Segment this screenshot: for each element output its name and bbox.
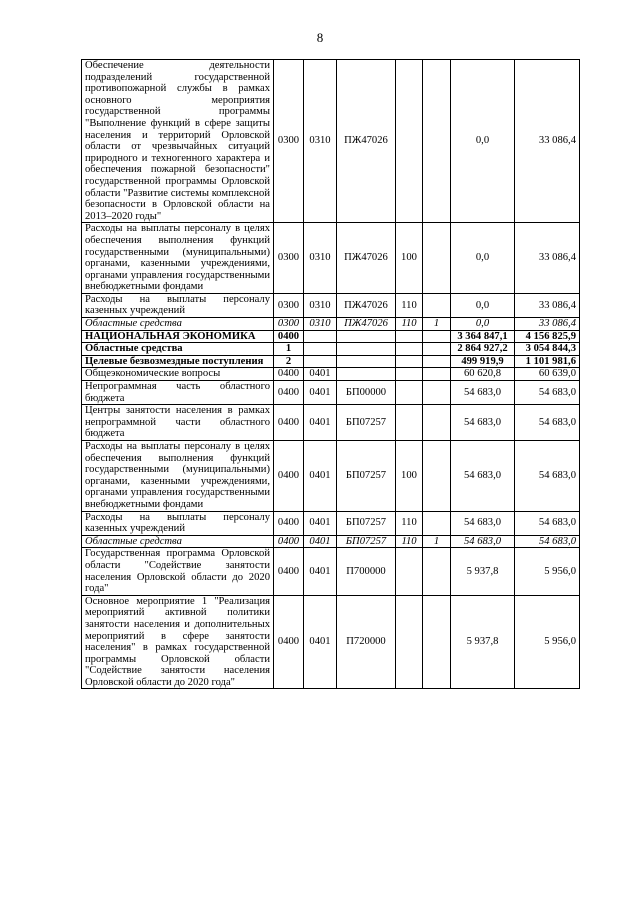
row-target-code: ПЖ47026 <box>337 223 396 294</box>
row-source-code: 1 <box>423 318 451 331</box>
row-section-code: 0400 <box>274 595 304 689</box>
row-expense-code: 100 <box>396 441 423 512</box>
row-value-year2: 4 156 825,9 <box>515 330 580 343</box>
row-name: Обеспечение деятельности подразделений государственной противопожарной службы в рамках основного мероприятия государственной программы "Выполнение функций в сфере защиты населения и территорий Орловской области от чрезвычайных ситуаций природного и техногенного характера и обеспечения пожарной безопасности" государственной программы Орловской области "Развитие системы комплексной безопасности в Орловской области на 2013–2020 годы" <box>82 60 274 223</box>
row-subsection-code <box>304 330 337 343</box>
row-name: Областные средства <box>82 318 274 331</box>
row-target-code <box>337 355 396 368</box>
row-target-code: ПЖ47026 <box>337 318 396 331</box>
row-expense-code <box>396 60 423 223</box>
row-value-year2: 33 086,4 <box>515 293 580 317</box>
row-value-year2: 54 683,0 <box>515 511 580 535</box>
row-expense-code <box>396 595 423 689</box>
row-subsection-code: 0401 <box>304 368 337 381</box>
table-row <box>82 548 580 595</box>
row-name: Областные средства <box>82 535 274 548</box>
row-value-year1: 3 364 847,1 <box>451 330 515 343</box>
row-name: Расходы на выплаты персоналу в целях обеспечения выполнения функций государственными (муниципальными) органами, казенными учреждениями, органами управления государственными внебюджетными фондами <box>82 441 274 512</box>
row-subsection-code: 0401 <box>304 381 337 405</box>
row-expense-code: 110 <box>396 535 423 548</box>
table-row <box>82 535 580 548</box>
row-value-year1: 5 937,8 <box>451 548 515 595</box>
row-section-code: 0400 <box>274 548 304 595</box>
row-value-year1: 2 864 927,2 <box>451 343 515 356</box>
table-row <box>82 318 580 331</box>
table-row <box>82 595 580 689</box>
page-number: 8 <box>316 30 324 45</box>
row-target-code: БП07257 <box>337 405 396 441</box>
row-source-code <box>423 595 451 689</box>
row-subsection-code <box>304 343 337 356</box>
row-name: Расходы на выплаты персоналу казенных учреждений <box>82 293 274 317</box>
row-section-code: 0300 <box>274 60 304 223</box>
row-value-year1: 54 683,0 <box>451 405 515 441</box>
row-target-code: БП07257 <box>337 535 396 548</box>
row-subsection-code: 0310 <box>304 60 337 223</box>
row-name: Расходы на выплаты персоналу в целях обеспечения выполнения функций государственными (муниципальными) органами, казенными учреждениями, органами управления государственными внебюджетными фондами <box>82 223 274 294</box>
row-name: Центры занятости населения в рамках непрограммной части областного бюджета <box>82 405 274 441</box>
row-section-code: 0300 <box>274 223 304 294</box>
row-value-year1: 54 683,0 <box>451 381 515 405</box>
row-source-code <box>423 293 451 317</box>
row-name: Общеэкономические вопросы <box>82 368 274 381</box>
table-row <box>82 223 580 294</box>
row-source-code <box>423 381 451 405</box>
row-value-year2: 5 956,0 <box>515 595 580 689</box>
row-source-code <box>423 343 451 356</box>
row-section-code: 0400 <box>274 405 304 441</box>
row-value-year1: 54 683,0 <box>451 441 515 512</box>
row-source-code <box>423 511 451 535</box>
row-value-year2: 60 639,0 <box>515 368 580 381</box>
row-target-code: ПЖ47026 <box>337 60 396 223</box>
row-section-code: 0400 <box>274 535 304 548</box>
table-row <box>82 441 580 512</box>
row-subsection-code: 0310 <box>304 293 337 317</box>
row-source-code <box>423 405 451 441</box>
row-value-year2: 3 054 844,3 <box>515 343 580 356</box>
row-name: Государственная программа Орловской области "Содействие занятости населения Орловской области до 2020 года" <box>82 548 274 595</box>
row-expense-code: 100 <box>396 223 423 294</box>
row-section-code: 2 <box>274 355 304 368</box>
row-subsection-code: 0310 <box>304 318 337 331</box>
row-name: НАЦИОНАЛЬНАЯ ЭКОНОМИКА <box>82 330 274 343</box>
row-subsection-code: 0401 <box>304 535 337 548</box>
row-expense-code <box>396 368 423 381</box>
row-value-year2: 33 086,4 <box>515 60 580 223</box>
table-row <box>82 511 580 535</box>
row-expense-code: 110 <box>396 293 423 317</box>
table-row <box>82 343 580 356</box>
row-value-year1: 0,0 <box>451 60 515 223</box>
row-source-code <box>423 441 451 512</box>
row-value-year2: 54 683,0 <box>515 381 580 405</box>
row-value-year1: 499 919,9 <box>451 355 515 368</box>
row-value-year1: 0,0 <box>451 293 515 317</box>
row-value-year1: 54 683,0 <box>451 511 515 535</box>
row-value-year2: 54 683,0 <box>515 441 580 512</box>
row-subsection-code: 0401 <box>304 511 337 535</box>
row-source-code <box>423 368 451 381</box>
row-target-code: П720000 <box>337 595 396 689</box>
row-expense-code <box>396 548 423 595</box>
table-row <box>82 60 580 223</box>
row-name: Расходы на выплаты персоналу казенных учреждений <box>82 511 274 535</box>
row-expense-code <box>396 381 423 405</box>
row-expense-code <box>396 330 423 343</box>
row-source-code <box>423 355 451 368</box>
row-section-code: 0300 <box>274 318 304 331</box>
row-expense-code <box>396 355 423 368</box>
row-section-code: 0400 <box>274 511 304 535</box>
table-row <box>82 381 580 405</box>
row-target-code <box>337 330 396 343</box>
row-section-code: 0300 <box>274 293 304 317</box>
row-subsection-code <box>304 355 337 368</box>
row-subsection-code: 0401 <box>304 441 337 512</box>
row-section-code: 0400 <box>274 441 304 512</box>
row-section-code: 0400 <box>274 368 304 381</box>
row-section-code: 0400 <box>274 330 304 343</box>
row-target-code <box>337 368 396 381</box>
row-subsection-code: 0401 <box>304 548 337 595</box>
row-value-year1: 0,0 <box>451 318 515 331</box>
row-target-code: БП00000 <box>337 381 396 405</box>
row-value-year1: 5 937,8 <box>451 595 515 689</box>
row-value-year1: 60 620,8 <box>451 368 515 381</box>
row-source-code <box>423 223 451 294</box>
table-row <box>82 405 580 441</box>
table-row <box>82 330 580 343</box>
row-name: Основное мероприятие 1 "Реализация мероприятий активной политики занятости населения и дополнительных мероприятий в сфере занятости населения" в рамках государственной программы Орловской области "Содействие занятости населения Орловской области до 2020 года" <box>82 595 274 689</box>
row-subsection-code: 0401 <box>304 405 337 441</box>
row-target-code: П700000 <box>337 548 396 595</box>
row-source-code <box>423 330 451 343</box>
row-source-code <box>423 548 451 595</box>
row-source-code <box>423 60 451 223</box>
row-target-code <box>337 343 396 356</box>
row-section-code: 1 <box>274 343 304 356</box>
row-expense-code <box>396 343 423 356</box>
row-name: Непрограммная часть областного бюджета <box>82 381 274 405</box>
budget-table <box>81 59 580 689</box>
row-expense-code: 110 <box>396 511 423 535</box>
row-name: Областные средства <box>82 343 274 356</box>
row-value-year2: 54 683,0 <box>515 405 580 441</box>
row-name: Целевые безвозмездные поступления <box>82 355 274 368</box>
row-value-year2: 33 086,4 <box>515 318 580 331</box>
row-value-year2: 54 683,0 <box>515 535 580 548</box>
row-value-year2: 5 956,0 <box>515 548 580 595</box>
row-value-year2: 33 086,4 <box>515 223 580 294</box>
row-subsection-code: 0401 <box>304 595 337 689</box>
table-row <box>82 293 580 317</box>
row-section-code: 0400 <box>274 381 304 405</box>
row-expense-code: 110 <box>396 318 423 331</box>
row-value-year1: 0,0 <box>451 223 515 294</box>
row-source-code: 1 <box>423 535 451 548</box>
row-expense-code <box>396 405 423 441</box>
table-row <box>82 355 580 368</box>
table-row <box>82 368 580 381</box>
row-subsection-code: 0310 <box>304 223 337 294</box>
row-value-year1: 54 683,0 <box>451 535 515 548</box>
row-target-code: ПЖ47026 <box>337 293 396 317</box>
row-target-code: БП07257 <box>337 511 396 535</box>
row-value-year2: 1 101 981,6 <box>515 355 580 368</box>
row-target-code: БП07257 <box>337 441 396 512</box>
